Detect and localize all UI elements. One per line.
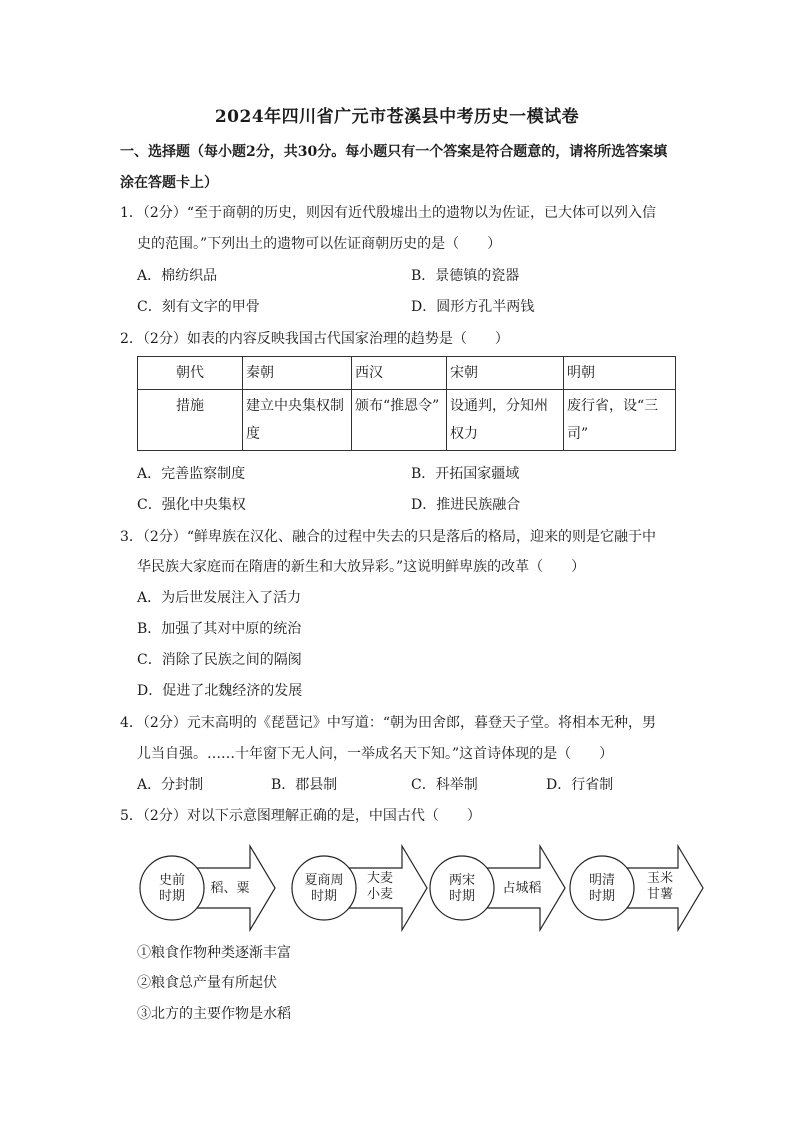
table-header-cell: 秦朝 <box>243 357 352 390</box>
q3-stem-line1: 3．（2分）“鲜卑族在汉化、融合的过程中失去的只是落后的格局，迎来的则是它融于中 <box>120 529 656 545</box>
diagram-stage-1 <box>140 846 275 930</box>
q1-stem-line1: 1．（2分）“至于商朝的历史，则因有近代殷墟出土的遗物以为佐证，已大体可以列入信 <box>120 205 656 221</box>
crop-label: 小麦 <box>366 887 394 902</box>
q5-statement-3: ③北方的主要作物是水稻 <box>137 1006 291 1022</box>
page-title: 2024年四川省广元市苍溪县中考历史一模试卷 <box>214 107 580 127</box>
q2-option-a: A．完善监察制度 <box>137 466 246 482</box>
q4-stem-line2: 儿当自强。……十年窗下无人问，一举成名天下知。”这首诗体现的是（ ） <box>137 746 614 762</box>
period-label: 明清 <box>588 873 616 888</box>
table-cell: 建立中央集权制度 <box>243 390 352 451</box>
q4-option-d: D．行省制 <box>546 777 614 793</box>
q4-option-b: B．郡县制 <box>271 777 338 793</box>
q5-stem: 5．（2分）对以下示意图理解正确的是，中国古代（ ） <box>120 808 481 824</box>
q2-stem: 2．（2分）如表的内容反映我国古代国家治理的趋势是（ ） <box>120 331 509 347</box>
period-circle <box>140 856 204 920</box>
period-label: 时期 <box>310 889 338 904</box>
crop-label: 占城稻 <box>502 881 542 896</box>
q2-option-c: C．强化中央集权 <box>137 497 246 513</box>
q5-statement-2: ②粮食总产量有所起伏 <box>137 975 277 991</box>
diagram-stage-3 <box>430 846 565 930</box>
table-header-cell: 宋朝 <box>447 357 564 390</box>
period-circle <box>430 856 494 920</box>
period-label: 时期 <box>588 889 616 904</box>
q1-option-a: A．棉纺织品 <box>137 268 218 284</box>
table-header-cell: 朝代 <box>138 357 243 390</box>
period-label: 两宋 <box>448 873 476 888</box>
section-heading-line1: 一、选择题（每小题2分，共30分。每小题只有一个答案是符合题意的，请将所选答案填 <box>120 144 668 160</box>
period-circle <box>570 856 634 920</box>
period-label: 夏商周 <box>304 873 344 888</box>
table-cell: 废行省，设“三司” <box>564 390 676 451</box>
crop-label: 甘薯 <box>646 887 674 902</box>
table-header-cell: 明朝 <box>564 357 676 390</box>
crop-label: 大麦 <box>366 871 394 886</box>
q3-option-b: B．加强了其对中原的统治 <box>137 621 302 637</box>
table-header-cell: 西汉 <box>352 357 447 390</box>
table-row <box>138 357 676 390</box>
table-cell: 颁布“推恩令” <box>352 390 447 451</box>
q3-stem-line2: 华民族大家庭而在隋唐的新生和大放异彩。”这说明鲜卑族的改革（ ） <box>137 559 586 575</box>
q5-statement-1: ①粮食作物种类逐渐丰富 <box>137 945 291 961</box>
table-cell: 措施 <box>138 390 243 451</box>
q2-table <box>137 356 676 451</box>
period-label: 史前 <box>158 873 186 888</box>
q4-option-a: A．分封制 <box>137 777 204 793</box>
period-label: 时期 <box>448 889 476 904</box>
q1-option-b: B．景德镇的瓷器 <box>411 268 520 284</box>
diagram-stage-2 <box>292 846 427 930</box>
q2-option-b: B．开拓国家疆域 <box>411 466 520 482</box>
period-circle <box>292 856 356 920</box>
q3-option-c: C．消除了民族之间的隔阂 <box>137 652 302 668</box>
q5-crop-diagram <box>130 838 710 938</box>
diagram-stage-4 <box>570 846 703 930</box>
section-heading-line2: 涂在答题卡上） <box>120 175 218 191</box>
table-cell: 设通判，分知州权力 <box>447 390 564 451</box>
q4-option-c: C．科举制 <box>411 777 478 793</box>
q2-option-d: D．推进民族融合 <box>411 497 521 513</box>
crop-label: 玉米 <box>646 871 674 886</box>
q1-stem-line2: 史的范围。”下列出土的遗物可以佐证商朝历史的是（ ） <box>137 236 502 252</box>
period-label: 时期 <box>158 889 186 904</box>
crop-label: 稻、粟 <box>210 881 250 896</box>
table-row <box>138 390 676 451</box>
q1-option-c: C．刻有文字的甲骨 <box>137 299 260 315</box>
q1-option-d: D．圆形方孔半两钱 <box>411 299 535 315</box>
q3-option-a: A．为后世发展注入了活力 <box>137 590 302 606</box>
q3-option-d: D．促进了北魏经济的发展 <box>137 683 303 699</box>
q4-stem-line1: 4．（2分）元末高明的《琵琶记》中写道：“朝为田舍郎，暮登天子堂。将相本无种，男 <box>120 715 656 731</box>
